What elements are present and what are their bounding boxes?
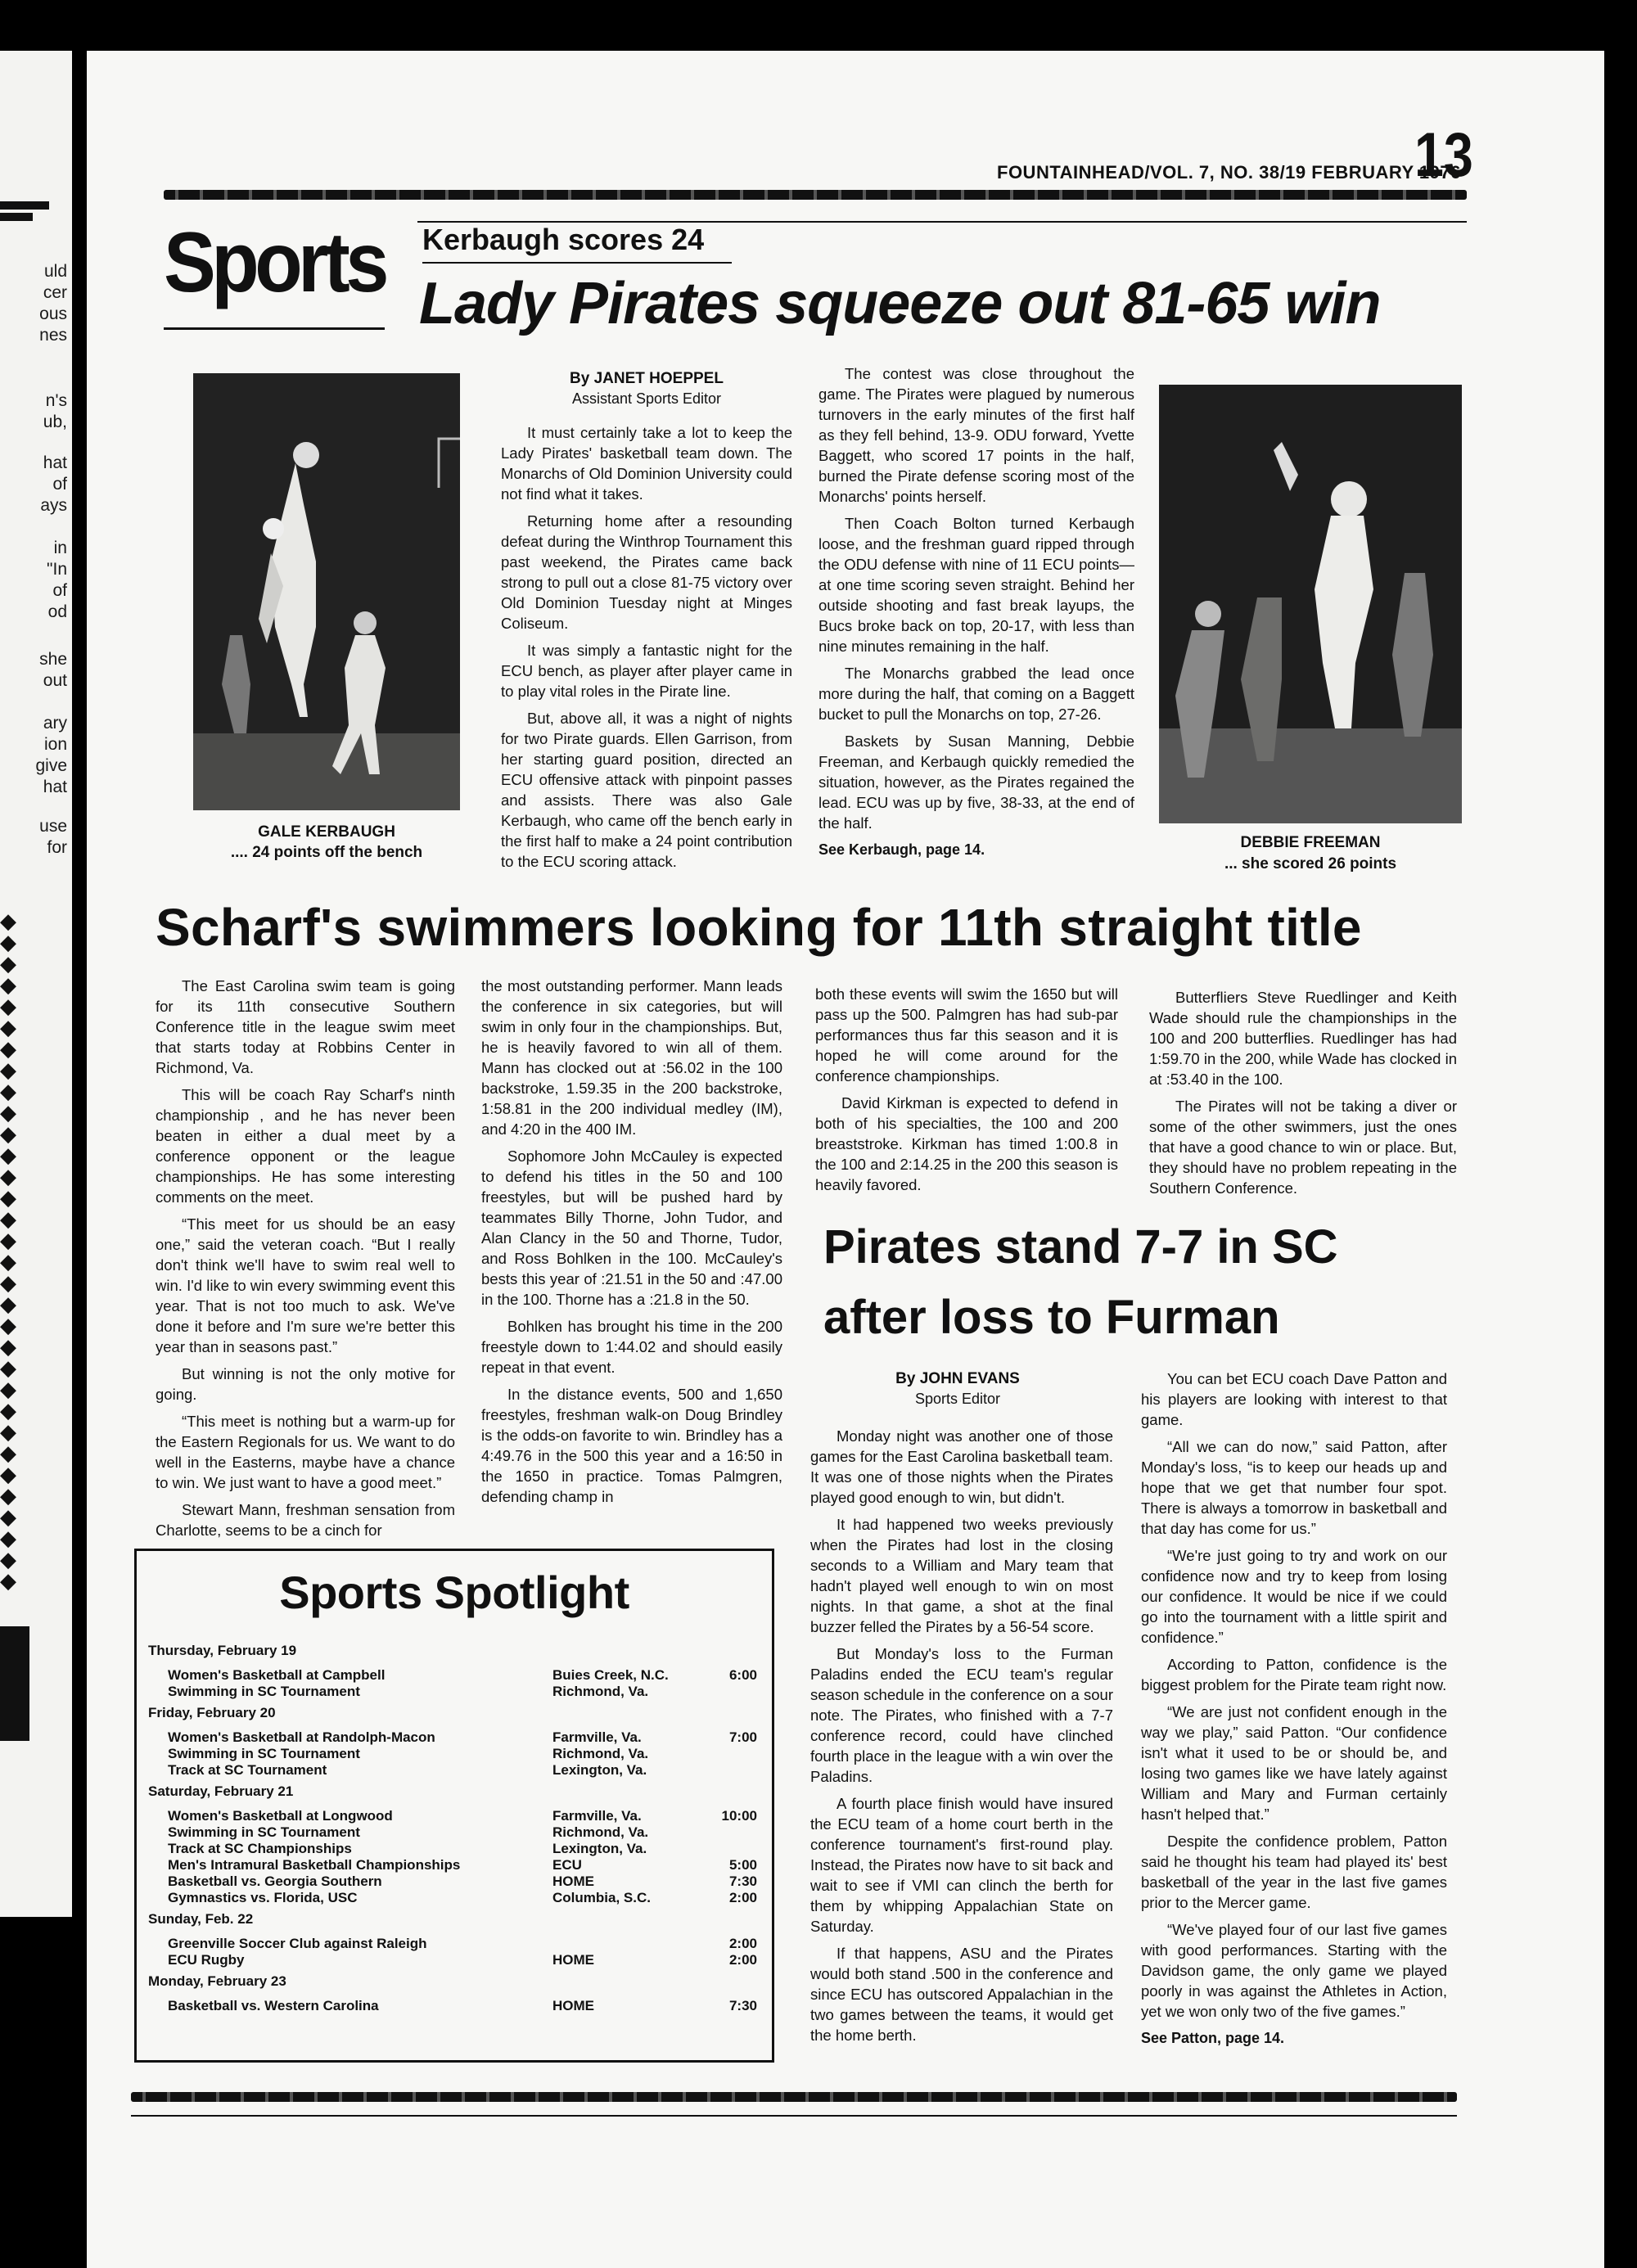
event-name: Track at SC Championships xyxy=(168,1841,352,1856)
page-number: 13 xyxy=(1414,120,1473,190)
event-name: Basketball vs. Georgia Southern xyxy=(168,1873,382,1889)
paragraph: A fourth place finish would have insured the ECU team of a home court berth in the conference tournament's first-round play. Instead, the Pirates now have to sit back and wait to see if VMI can clinch the berth for them by whipping Appalachian State on Saturday. xyxy=(810,1795,1113,1935)
paragraph: “We are just not confident enough in the way we play,” said Patton. “Our confidence isn't what it used to be or should be, and losing two games like we have lately against William and Mary and Furman certainly hasn't helped that.” xyxy=(1141,1703,1447,1823)
event-time: 5:00 xyxy=(728,1857,757,1873)
event-name: Greenville Soccer Club against Raleigh xyxy=(168,1936,427,1951)
event-time xyxy=(700,1824,757,1841)
paragraph: “This meet for us should be an easy one,” said the veteran coach. “But I really don't think we'll have to swim real well to win. I'd like to win every swimming event this year. That is not too much to ask. We've done it before and I'm sure we're better this year than in seasons past.” xyxy=(156,1215,455,1355)
spotlight-event-row xyxy=(148,1936,762,1952)
story2-headline: Scharf's swimmers looking for 11th straight title xyxy=(156,898,1362,957)
paragraph: the most outstanding performer. Mann leads the conference in six categories, but will swim in only four in the championships. But, he is heavily favored to win all of them. Mann has clocked out at :56.02 in the 100 backstroke, 1.59.35 in the 200 backstroke, 1:58.81 in the 200 individual medley (IM), and 4:20 in the 400 IM. xyxy=(481,977,782,1138)
paragraph: It must certainly take a lot to keep the Lady Pirates' basketball team down. The Monarchs of Old Dominion University could not find what it takes. xyxy=(501,424,792,503)
previous-page-fragment: of xyxy=(52,475,67,494)
story3-headline-line1: Pirates stand 7-7 in SC xyxy=(823,1220,1338,1274)
spotlight-event-row xyxy=(148,1824,762,1841)
story3-column-1 xyxy=(810,1426,1113,2052)
previous-page-fragment: hat xyxy=(43,453,67,472)
event-name: Women's Basketball at Randolph-Macon xyxy=(168,1729,435,1745)
masthead-line: FOUNTAINHEAD/VOL. 7, NO. 38/19 FEBRUARY 1976 xyxy=(997,162,1461,183)
event-name: Women's Basketball at Campbell xyxy=(168,1667,386,1683)
paragraph: both these events will swim the 1650 but will pass up the 500. Palmgren has had sub-par performances thus far this season and it is hoped he will come around for the conference championships. xyxy=(815,985,1118,1084)
paragraph: According to Patton, confidence is the biggest problem for the Pirate team right now. xyxy=(1141,1656,1447,1693)
paragraph: Baskets by Susan Manning, Debbie Freeman, and Kerbaugh quickly remedied the situation, however, as the Pirates regained the lead. ECU was up by five, 38-33, at the end of the half. xyxy=(818,733,1134,832)
paragraph: It was simply a fantastic night for the ECU bench, as player after player came in to play vital roles in the Pirate line. xyxy=(501,642,792,700)
event-place: HOME xyxy=(552,1998,594,2013)
paragraph: The Monarchs grabbed the lead once more during the half, that coming on a Baggett bucket to pull the Monarchs on top, 27-26. xyxy=(818,665,1134,723)
previous-page-fragment: n's xyxy=(45,391,67,410)
photo-gale-kerbaugh xyxy=(193,373,460,810)
event-name: Women's Basketball at Longwood xyxy=(168,1808,393,1824)
paragraph: But winning is not the only motive for going. xyxy=(156,1365,455,1403)
story3-byline xyxy=(802,1368,1113,1409)
spotlight-event-row xyxy=(148,1667,762,1684)
paragraph: The East Carolina swim team is going for its 11th consecutive Southern Conference title in the league swim meet that starts today at Robbins Center in Richmond, Va. xyxy=(156,977,455,1076)
kicker-underline xyxy=(422,262,732,264)
previous-page-fragment: uld xyxy=(43,262,67,281)
previous-page-fragment: in xyxy=(53,539,67,557)
event-time: 7:30 xyxy=(728,1998,757,2013)
jump-line[interactable]: See Patton, page 14. xyxy=(1141,2030,1285,2046)
event-time xyxy=(700,1684,757,1700)
spotlight-day: Thursday, February 19 xyxy=(148,1643,297,1658)
event-name: Gymnastics vs. Florida, USC xyxy=(168,1890,358,1905)
photo1-caption-name: GALE KERBAUGH xyxy=(258,823,395,841)
dark-block xyxy=(0,1626,29,1741)
paragraph: Monday night was another one of those games for the East Carolina basketball team. It was one of those nights when the Pirates played good enough to win, but didn't. xyxy=(810,1427,1113,1506)
event-time xyxy=(700,1746,757,1762)
event-time: 2:00 xyxy=(728,1890,757,1905)
spotlight-day: Saturday, February 21 xyxy=(148,1783,294,1799)
event-name: Basketball vs. Western Carolina xyxy=(168,1998,379,2013)
spotlight-event-row xyxy=(148,1873,762,1890)
event-time: 2:00 xyxy=(728,1936,757,1951)
paragraph: “This meet is nothing but a warm-up for the Eastern Regionals for us. We want to do well in the Easterns, maybe have a chance to win. We just want to have a good meet.” xyxy=(156,1413,455,1491)
paragraph: If that happens, ASU and the Pirates would both stand .500 in the conference and since ECU has outscored Appalachian in the two games between the teams, it would get the home berth. xyxy=(810,1945,1113,2044)
event-time: 6:00 xyxy=(728,1667,757,1683)
paragraph: “All we can do now,” said Patton, after Monday's loss, “is to keep our heads up and hope that we get that number four spot. There is always a tomorrow in basketball and that day has come for us.” xyxy=(1141,1438,1447,1537)
spotlight-event-row xyxy=(148,1857,762,1873)
byline-name: By JOHN EVANS xyxy=(895,1370,1020,1387)
previous-page-fragment: cer xyxy=(43,283,67,302)
paragraph: Stewart Mann, freshman sensation from Charlotte, seems to be a cinch for xyxy=(156,1501,455,1539)
previous-page-fragment: ub, xyxy=(43,413,67,431)
event-place: ECU xyxy=(552,1857,582,1873)
paragraph: In the distance events, 500 and 1,650 freestyles, freshman walk-on Doug Brindley is the odds-on favorite to win. Brindley has a 4:49.76 in the 500 this year and a 16:50 in the 1650 in practice. Tomas Palmgren, defending champ in xyxy=(481,1386,782,1505)
previous-page-fragment: ous xyxy=(39,304,67,323)
spotlight-event-row xyxy=(148,1841,762,1857)
story1-column-2 xyxy=(818,363,1134,867)
paragraph: David Kirkman is expected to defend in both of his specialties, the 100 and 200 breaststroke. Kirkman has timed 1:00.8 in the 100 and 2:14.25 in the 200 this season is heavily favored. xyxy=(815,1094,1118,1193)
paragraph: Despite the confidence problem, Patton said he thought his team had played its' best basketball of the year in the last five games prior to the Mercer game. xyxy=(1141,1833,1447,1911)
spotlight-schedule xyxy=(148,1643,762,2014)
story2-column-4 xyxy=(1149,987,1457,1205)
previous-page-fragment: hat xyxy=(43,778,67,796)
event-time xyxy=(700,1762,757,1779)
event-name: Track at SC Tournament xyxy=(168,1762,327,1778)
previous-page-fragment: ays xyxy=(40,496,67,515)
event-place: Richmond, Va. xyxy=(552,1824,649,1840)
event-time: 2:00 xyxy=(728,1952,757,1968)
photo1-caption-text: .... 24 points off the bench xyxy=(230,844,423,861)
header-rule xyxy=(164,190,1467,200)
story1-column-1 xyxy=(501,422,792,878)
event-place: Richmond, Va. xyxy=(552,1684,649,1699)
paragraph: But Monday's loss to the Furman Paladins ended the ECU team's regular season schedule in the conference on a sour note. The Pirates, who finished with a 7-7 conference record, could have clinched fourth place in the league with a win over the Paladins. xyxy=(810,1645,1113,1785)
previous-page-edge xyxy=(0,51,72,1917)
event-name: Swimming in SC Tournament xyxy=(168,1684,360,1699)
event-time: 10:00 xyxy=(721,1808,757,1824)
previous-page-fragment: for xyxy=(47,838,67,857)
byline-title: Assistant Sports Editor xyxy=(571,390,722,407)
paragraph: “We're just going to try and work on our confidence now and try to keep from losing our confidence. It would be nice if we could go into the tournament with a little spirit and confidence.” xyxy=(1141,1547,1447,1646)
photo2-caption-text: ... she scored 26 points xyxy=(1224,855,1397,872)
rule-fragment xyxy=(0,213,33,221)
paragraph: “We've played four of our last five games with good performances. Starting with the Davidson game, the only game we played poorly in was against the Athletes in Action, yet we won only two of the five games.” xyxy=(1141,1921,1447,2020)
footer-thin-rule xyxy=(131,2115,1457,2117)
spotlight-event-row xyxy=(148,1890,762,1906)
event-name: Swimming in SC Tournament xyxy=(168,1746,360,1761)
previous-page-fragment: give xyxy=(35,756,67,775)
photo2-caption-name: DEBBIE FREEMAN xyxy=(1240,834,1381,851)
jump-line[interactable]: See Kerbaugh, page 14. xyxy=(818,841,985,858)
sports-spotlight-box xyxy=(134,1549,774,2063)
byline-title: Sports Editor xyxy=(914,1391,1001,1407)
rule-fragment xyxy=(0,201,49,210)
paragraph: Butterfliers Steve Ruedlinger and Keith Wade should rule the championships in the 100 and 200 butterflies. Ruedlinger has had 1:59.70 in the 200, while Wade has clocked in at :53.40 in the 100. xyxy=(1149,989,1457,1088)
previous-page-fragment: ary xyxy=(43,714,67,733)
paragraph: You can bet ECU coach Dave Patton and his players are looking with interest to that game. xyxy=(1141,1370,1447,1428)
previous-page-fragment: ion xyxy=(43,735,67,754)
story1-headline: Lady Pirates squeeze out 81-65 win xyxy=(419,271,1381,336)
event-time: 7:00 xyxy=(728,1729,757,1745)
event-name: ECU Rugby xyxy=(168,1952,245,1968)
previous-page-fragment: out xyxy=(43,671,67,690)
photo-debbie-freeman xyxy=(1159,385,1462,823)
spotlight-day: Friday, February 20 xyxy=(148,1705,276,1720)
event-name: Swimming in SC Tournament xyxy=(168,1824,360,1840)
byline-name: By JANET HOEPPEL xyxy=(570,370,724,387)
story1-byline xyxy=(491,368,802,408)
event-place: Columbia, S.C. xyxy=(552,1890,651,1905)
paragraph: Bohlken has brought his time in the 200 freestyle down to 1:44.02 and should easily repeat in that event. xyxy=(481,1318,782,1376)
story3-headline-line2: after loss to Furman xyxy=(823,1291,1280,1344)
basketball-photo-2 xyxy=(1159,385,1462,823)
spotlight-event-row xyxy=(148,1746,762,1762)
spotlight-event-row xyxy=(148,1998,762,2014)
previous-page-fragment: od xyxy=(47,602,67,621)
previous-page-fragment: use xyxy=(39,817,67,836)
spotlight-event-row xyxy=(148,1684,762,1700)
previous-page-fragment: of xyxy=(52,581,67,600)
spotlight-event-row xyxy=(148,1808,762,1824)
story2-column-3 xyxy=(815,984,1118,1202)
paragraph: Sophomore John McCauley is expected to defend his titles in the 50 and 100 freestyles, but will be pushed hard by teammates Billy Thorne, John Tudor, and Alan Clancy in the 50 and Thorne, Tudor, and Ross Bohlken in the 100. McCauley's bests this year of :21.51 in the 50 and :47.00 in the 100. Thorne has a :21.8 in the 50. xyxy=(481,1148,782,1308)
event-place: Buies Creek, N.C. xyxy=(552,1667,669,1683)
paragraph: Then Coach Bolton turned Kerbaugh loose, and the freshman guard ripped through the ODU defense with nine of 11 ECU points—at one time scoring seven straight. Behind her outside shooting and fast break layups, the Bucs broke back on top, 20-17, with less than nine minutes remaining in the half. xyxy=(818,515,1134,655)
event-place: Richmond, Va. xyxy=(552,1746,649,1761)
story2-column-2 xyxy=(481,976,782,1513)
spotlight-event-row xyxy=(148,1729,762,1746)
story1-kicker: Kerbaugh scores 24 xyxy=(422,223,705,256)
spotlight-day: Monday, February 23 xyxy=(148,1973,286,1989)
event-time xyxy=(700,1841,757,1857)
paragraph: This will be coach Ray Scharf's ninth championship , and he has never been beaten in either a dual meet by a conference opponent or the league championships. He has some interesting comments on the meet. xyxy=(156,1086,455,1206)
spotlight-day: Sunday, Feb. 22 xyxy=(148,1911,254,1927)
paragraph: It had happened two weeks previously when the Pirates had lost in the closing seconds to a William and Mary team that hadn't played well enough to win on most nights. In that game, a shot at the final buzzer felled the Pirates by a 56-54 score. xyxy=(810,1516,1113,1635)
paragraph: Returning home after a resounding defeat during the Winthrop Tournament this past weekend, the Pirates came back strong to pull out a close 81-75 victory over Old Dominion Tuesday night at Minges Coliseum. xyxy=(501,512,792,632)
paragraph: The Pirates will not be taking a diver or some of the other swimmers, just the ones that have a good chance to win or place. But, they should have no problem repeating in the Southern Conference. xyxy=(1149,1098,1457,1197)
event-place xyxy=(552,1936,700,1952)
paragraph: But, above all, it was a night of nights for two Pirate guards. Ellen Garrison, from her starting guard position, directed an ECU offensive attack with pinpoint passes and assists. There was also Gale Kerbaugh, who came off the bench early in the first half to make a 24 point contribution to the ECU scoring attack. xyxy=(501,710,792,870)
previous-page-fragment: nes xyxy=(39,326,67,345)
spotlight-title: Sports Spotlight xyxy=(279,1567,629,1618)
basketball-photo-1 xyxy=(193,373,460,810)
event-place: Lexington, Va. xyxy=(552,1762,647,1778)
section-title: Sports xyxy=(164,215,385,310)
event-time: 7:30 xyxy=(728,1873,757,1889)
story2-column-1 xyxy=(156,976,455,1547)
story3-column-2 xyxy=(1141,1368,1447,2055)
decorative-diamond-border: ◆◆◆◆◆◆◆◆◆◆◆◆◆◆◆◆◆◆◆◆◆◆◆◆◆◆◆◆◆◆◆◆ xyxy=(0,909,16,1593)
section-underline xyxy=(164,327,385,330)
event-name: Men's Intramural Basketball Championships xyxy=(168,1857,461,1873)
event-place: HOME xyxy=(552,1873,594,1889)
spotlight-event-row xyxy=(148,1762,762,1779)
footer-rule xyxy=(131,2092,1457,2102)
event-place: HOME xyxy=(552,1952,594,1968)
spotlight-event-row xyxy=(148,1952,762,1968)
paragraph: The contest was close throughout the game. The Pirates were plagued by numerous turnovers in the early minutes of the first half as they fell behind, 13-9. ODU forward, Yvette Baggett, who scored 17 points in the half, burned the Pirate defense scoring most of the Monarchs' points herself. xyxy=(818,365,1134,505)
event-place: Farmville, Va. xyxy=(552,1808,642,1824)
event-place: Farmville, Va. xyxy=(552,1729,642,1745)
event-place: Lexington, Va. xyxy=(552,1841,647,1856)
previous-page-fragment: she xyxy=(39,650,67,669)
previous-page-fragment: "In xyxy=(47,560,67,579)
